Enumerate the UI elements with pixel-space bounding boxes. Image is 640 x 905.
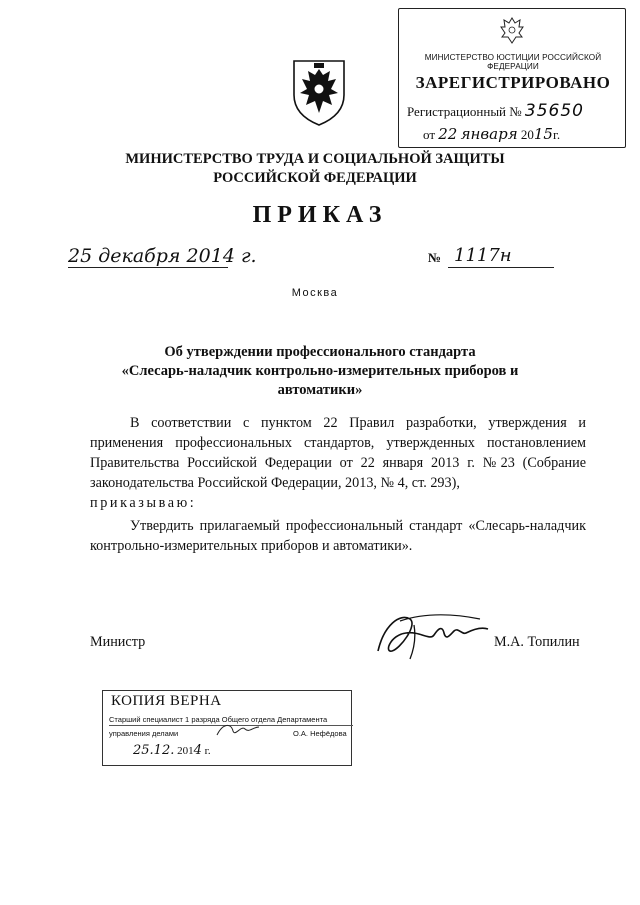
reg-year-end: г. xyxy=(552,127,561,142)
copy-stamp-department: управления делами xyxy=(109,729,179,738)
state-emblem-icon xyxy=(290,55,348,127)
certified-copy-stamp xyxy=(102,690,352,766)
para1-order-word: приказываю: xyxy=(90,495,197,511)
reg-number-value: 35650 xyxy=(524,101,585,121)
copy-stamp-signer: О.А. Нефёдова xyxy=(293,729,347,738)
reg-year-suffix: 15 xyxy=(533,125,553,143)
order-title: ПРИКАЗ xyxy=(252,202,388,228)
subject-line2: «Слесарь-наладчик контрольно-измерительных приборов и xyxy=(121,363,519,379)
order-date: 25 декабря 2014 г. xyxy=(68,245,257,267)
order-number-label: № xyxy=(428,250,442,265)
order-number: 1117н xyxy=(448,245,554,268)
minister-signature xyxy=(370,605,490,665)
order-subject xyxy=(100,343,540,400)
reg-date-month: января xyxy=(460,125,518,143)
ministry-title-line1: МИНИСТЕРСТВО ТРУДА И СОЦИАЛЬНОЙ ЗАЩИТЫ xyxy=(125,151,505,167)
reg-stamp-number-row xyxy=(407,101,623,121)
para1-text: В соответствии с пунктом 22 Правил разработки, утверждения и применения профессиональных стандартов, утвержденных постановлением Правительства Российской Федерации от 22 января 2013 г. №23 (Собрание законодательства Российской Федерации, 2013, № 4, ст. 293), xyxy=(90,415,586,491)
copy-stamp-signature xyxy=(213,721,263,739)
reg-stamp-ministry: МИНИСТЕРСТВО ЮСТИЦИИ РОССИЙСКОЙ ФЕДЕРАЦИИ xyxy=(424,53,602,71)
copy-date-day: 25.12. xyxy=(133,743,175,758)
copy-year-prefix: 201 xyxy=(177,745,194,757)
copy-stamp-date-row xyxy=(133,743,343,758)
reg-number-label: Регистрационный № xyxy=(407,104,522,119)
small-emblem-icon xyxy=(499,15,525,45)
registration-stamp xyxy=(398,8,626,148)
city: Москва xyxy=(291,287,339,299)
minister-position: Министр xyxy=(90,634,146,650)
copy-year-end: г. xyxy=(204,745,211,757)
ministry-title-line2: РОССИЙСКОЙ ФЕДЕРАЦИИ xyxy=(213,170,417,186)
ministry-title xyxy=(110,150,520,188)
reg-date-prefix: от xyxy=(423,127,436,142)
minister-name: М.А. Топилин xyxy=(494,634,580,650)
reg-stamp-date-row xyxy=(423,125,623,143)
subject-line1: Об утверждении профессионального стандарта xyxy=(164,344,476,360)
copy-stamp-title: КОПИЯ ВЕРНА xyxy=(111,693,222,709)
reg-year-prefix: 20 xyxy=(520,127,534,142)
body-paragraph-2: Утвердить прилагаемый профессиональный стандарт «Слесарь-наладчик контрольно-измерительных приборов и автоматики». xyxy=(90,518,586,554)
body-paragraph-1 xyxy=(90,413,586,513)
copy-year-suffix: 4 xyxy=(193,743,202,758)
subject-line3: автоматики» xyxy=(277,382,363,398)
reg-stamp-registered: ЗАРЕГИСТРИРОВАНО xyxy=(415,73,611,92)
copy-stamp-position: Старший специалист 1 разряда Общего отдела Департамента xyxy=(109,715,353,726)
reg-date-day: 22 xyxy=(438,125,458,143)
